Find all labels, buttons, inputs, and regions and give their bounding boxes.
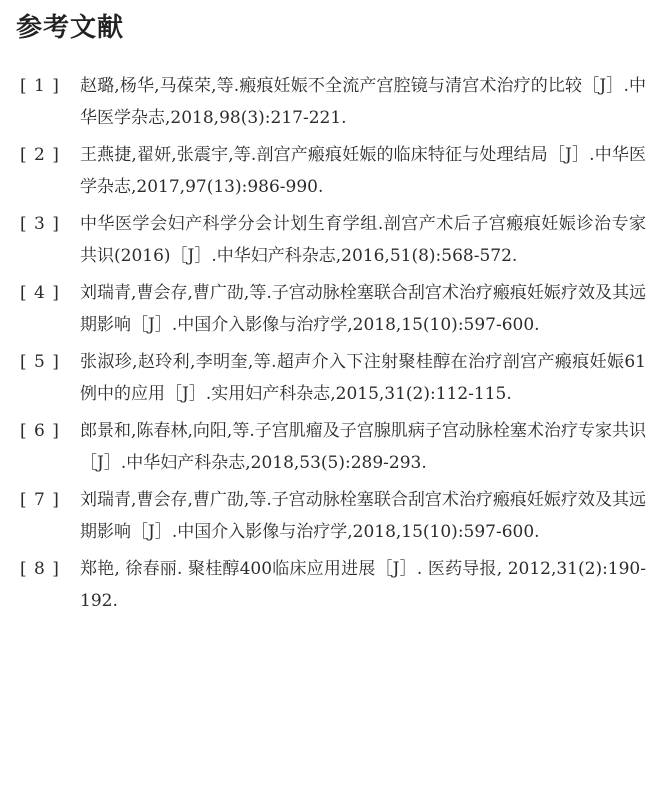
reference-text: 中华医学会妇产科学分会计划生育学组.剖宫产术后子宫瘢痕妊娠诊治专家共识(2016)［J］.中华妇产科杂志,2016,51(8):568-572. (80, 214, 646, 266)
reference-text: 张淑珍,赵玲利,李明奎,等.超声介入下注射聚桂醇在治疗剖宫产瘢痕妊娠61例中的应用［J］.实用妇产科杂志,2015,31(2):112-115. (80, 352, 646, 404)
reference-item (0, 553, 660, 617)
reference-text: 刘瑞青,曹会存,曹广劭,等.子宫动脉栓塞联合刮宫术治疗瘢痕妊娠疗效及其远期影响［J］.中国介入影像与治疗学,2018,15(10):597-600. (80, 283, 646, 335)
reference-item (0, 484, 660, 548)
reference-number: [ 8 ] (20, 559, 60, 579)
reference-item (0, 208, 660, 272)
reference-text: 郎景和,陈春林,向阳,等.子宫肌瘤及子宫腺肌病子宫动脉栓塞术治疗专家共识［J］.中华妇产科杂志,2018,53(5):289-293. (80, 421, 646, 473)
reference-number: [ 4 ] (20, 283, 60, 303)
reference-item (0, 70, 660, 134)
reference-item (0, 139, 660, 203)
reference-item (0, 415, 660, 479)
reference-number: [ 2 ] (20, 145, 60, 165)
reference-number: [ 7 ] (20, 490, 60, 510)
reference-item (0, 346, 660, 410)
reference-text: 刘瑞青,曹会存,曹广劭,等.子宫动脉栓塞联合刮宫术治疗瘢痕妊娠疗效及其远期影响［J］.中国介入影像与治疗学,2018,15(10):597-600. (80, 490, 646, 542)
reference-number: [ 5 ] (20, 352, 60, 372)
reference-item (0, 277, 660, 341)
reference-list (0, 70, 660, 617)
reference-number: [ 1 ] (20, 76, 60, 96)
reference-text: 郑艳, 徐春丽. 聚桂醇400临床应用进展［J］. 医药导报, 2012,31(2):190-192. (80, 559, 646, 611)
reference-number: [ 3 ] (20, 214, 60, 234)
reference-text: 赵璐,杨华,马葆荣,等.瘢痕妊娠不全流产宫腔镜与清宫术治疗的比较［J］.中华医学杂志,2018,98(3):217-221. (80, 76, 646, 128)
reference-text: 王燕捷,翟妍,张震宇,等.剖宫产瘢痕妊娠的临床特征与处理结局［J］.中华医学杂志,2017,97(13):986-990. (80, 145, 646, 197)
section-heading: 参考文献 (16, 13, 125, 43)
reference-number: [ 6 ] (20, 421, 60, 441)
